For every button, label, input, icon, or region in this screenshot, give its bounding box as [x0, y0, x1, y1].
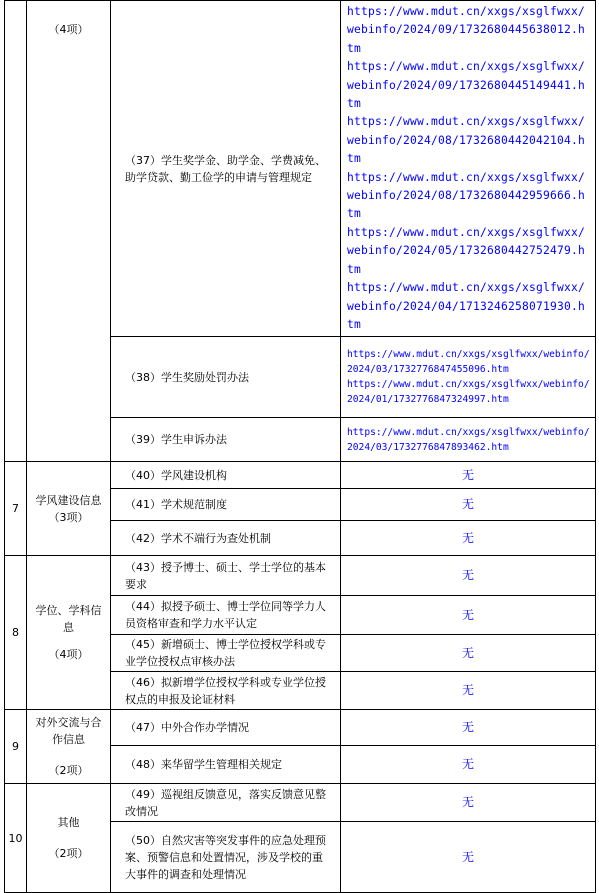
- row-number-7: 7: [5, 462, 27, 556]
- item-44-value: 无: [341, 596, 596, 635]
- category-9: [27, 710, 111, 784]
- item-39-links: [341, 418, 596, 462]
- item-37-link-5[interactable]: https://www.mdut.cn/xxgs/xsglfwxx/webinfo/2024/05/1732680442752479.htm: [347, 225, 586, 276]
- item-50-label: （50）自然灾害等突发事件的应急处理预案、预警信息和处置情况，涉及学校的重大事件的调查和处理情况: [111, 822, 341, 893]
- item-46-value: 无: [341, 672, 596, 710]
- item-37-link-3[interactable]: https://www.mdut.cn/xxgs/xsglfwxx/webinfo/2024/08/1732680442042104.htm: [347, 115, 586, 166]
- item-47-value: 无: [341, 710, 596, 746]
- item-38-link-2[interactable]: https://www.mdut.cn/xxgs/xsglfwxx/webinfo/2024/01/1732776847324997.htm: [347, 379, 590, 406]
- item-40-value: 无: [341, 462, 596, 489]
- category-10-name: 其他: [57, 816, 80, 830]
- item-41-label: （41）学术规范制度: [111, 489, 341, 521]
- row-number-cell: [5, 1, 27, 462]
- category-7: [27, 462, 111, 556]
- item-48-label: （48）来华留学生管理相关规定: [111, 746, 341, 784]
- item-44-label: （44）拟授予硕士、博士学位同等学力人员资格审查和学力水平认定: [111, 596, 341, 635]
- category-8-count: （4项）: [48, 648, 89, 662]
- category-9-count: （2项）: [48, 764, 89, 778]
- category-7-name: 学风建设信息: [35, 493, 102, 507]
- item-42-label: （42）学术不端行为查处机制: [111, 521, 341, 556]
- item-43-label: （43）授予博士、硕士、学士学位的基本要求: [111, 556, 341, 596]
- category-8-name: 学位、学科信息: [35, 604, 102, 635]
- item-41-value: 无: [341, 489, 596, 521]
- category-10: [27, 784, 111, 893]
- item-45-label: （45）新增硕士、博士学位授权学科或专业学位授权点审核办法: [111, 635, 341, 672]
- item-45-value: 无: [341, 635, 596, 672]
- item-42-value: 无: [341, 521, 596, 556]
- category-9-name: 对外交流与合作信息: [35, 716, 102, 747]
- row-number-8: 8: [5, 556, 27, 710]
- disclosure-table: [4, 0, 596, 893]
- item-43-value: 无: [341, 556, 596, 596]
- row-number-9: 9: [5, 710, 27, 784]
- item-46-label: （46）拟新增学位授权学科或专业学位授权点的申报及论证材料: [111, 672, 341, 710]
- item-49-label: （49）巡视组反馈意见，落实反馈意见整改情况: [111, 784, 341, 822]
- row-number-10: 10: [5, 784, 27, 893]
- item-37-link-2[interactable]: https://www.mdut.cn/xxgs/xsglfwxx/webinfo/2024/09/1732680445149441.htm: [347, 60, 586, 111]
- item-37-link-1[interactable]: https://www.mdut.cn/xxgs/xsglfwxx/webinfo/2024/09/1732680445638012.htm: [347, 5, 586, 55]
- category-10-count: （2项）: [48, 847, 89, 861]
- item-38-label: （38）学生奖励处罚办法: [111, 337, 341, 418]
- item-37-link-6[interactable]: https://www.mdut.cn/xxgs/xsglfwxx/webinfo/2024/04/1713246258071930.htm: [347, 281, 586, 331]
- item-39-link-1[interactable]: https://www.mdut.cn/xxgs/xsglfwxx/webinfo/2024/03/1732776847893462.htm: [347, 426, 590, 453]
- item-37-label: （37）学生奖学金、助学金、学费减免、助学贷款、勤工俭学的申请与管理规定: [111, 1, 341, 337]
- item-50-value: 无: [341, 822, 596, 893]
- item-40-label: （40）学风建设机构: [111, 462, 341, 489]
- item-48-value: 无: [341, 746, 596, 784]
- item-37-link-4[interactable]: https://www.mdut.cn/xxgs/xsglfwxx/webinfo/2024/08/1732680442959666.htm: [347, 170, 586, 221]
- category-cell: [27, 1, 111, 462]
- category-7-count: （3项）: [48, 510, 89, 524]
- item-49-value: 无: [341, 784, 596, 822]
- category-8: [27, 556, 111, 710]
- category-count: （4项）: [48, 23, 89, 36]
- item-39-label: （39）学生申诉办法: [111, 418, 341, 462]
- item-37-links: [341, 1, 596, 337]
- item-38-link-1[interactable]: https://www.mdut.cn/xxgs/xsglfwxx/webinfo/2024/03/1732776847455096.htm: [347, 349, 590, 376]
- item-47-label: （47）中外合作办学情况: [111, 710, 341, 746]
- item-38-links: [341, 337, 596, 418]
